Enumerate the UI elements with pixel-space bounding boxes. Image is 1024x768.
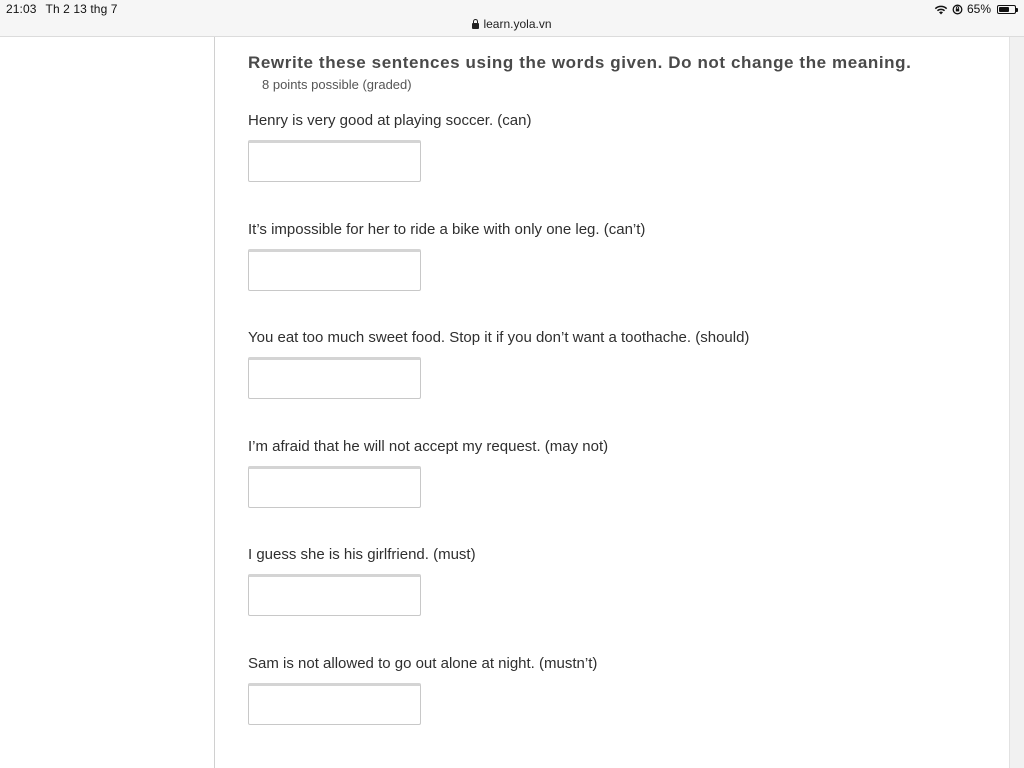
question-text: Sam is not allowed to go out alone at night. (mustn’t): [248, 655, 598, 672]
lock-icon: [472, 23, 479, 29]
answer-input[interactable]: [248, 357, 421, 399]
question-item: [248, 221, 968, 238]
left-panel-divider: [214, 37, 215, 768]
status-time: 21:03: [6, 2, 37, 16]
question-text: I guess she is his girlfriend. (must): [248, 546, 476, 563]
status-bar: [0, 0, 1024, 37]
question-item: [248, 438, 968, 455]
problem-title: Rewrite these sentences using the words given. Do not change the meaning.: [248, 53, 912, 72]
answer-input[interactable]: [248, 574, 421, 616]
orientation-lock-icon: [952, 4, 963, 15]
url-text: learn.yola.vn: [483, 17, 552, 31]
wifi-icon: [934, 4, 948, 15]
battery-icon: [997, 5, 1016, 14]
question-text: I’m afraid that he will not accept my request. (may not): [248, 438, 609, 455]
question-item: [248, 329, 968, 346]
status-indicators: [934, 2, 1016, 16]
answer-input[interactable]: [248, 466, 421, 508]
points-label: 8 points possible (graded): [262, 77, 412, 92]
answer-input[interactable]: [248, 683, 421, 725]
question-item: [248, 655, 968, 672]
battery-level: [999, 7, 1009, 12]
status-time-date: [6, 2, 127, 16]
battery-percent: 65%: [966, 2, 991, 16]
scrollbar[interactable]: [1009, 37, 1024, 768]
question-text: Henry is very good at playing soccer. (can): [248, 112, 532, 129]
question-item: [248, 546, 968, 563]
question-text: You eat too much sweet food. Stop it if you don’t want a toothache. (should): [248, 329, 750, 346]
answer-input[interactable]: [248, 140, 421, 182]
answer-input[interactable]: [248, 249, 421, 291]
question-text: It’s impossible for her to ride a bike with only one leg. (can’t): [248, 221, 646, 238]
question-item: [248, 112, 968, 129]
address-bar[interactable]: [0, 17, 1024, 31]
status-date: Th 2 13 thg 7: [45, 2, 118, 16]
